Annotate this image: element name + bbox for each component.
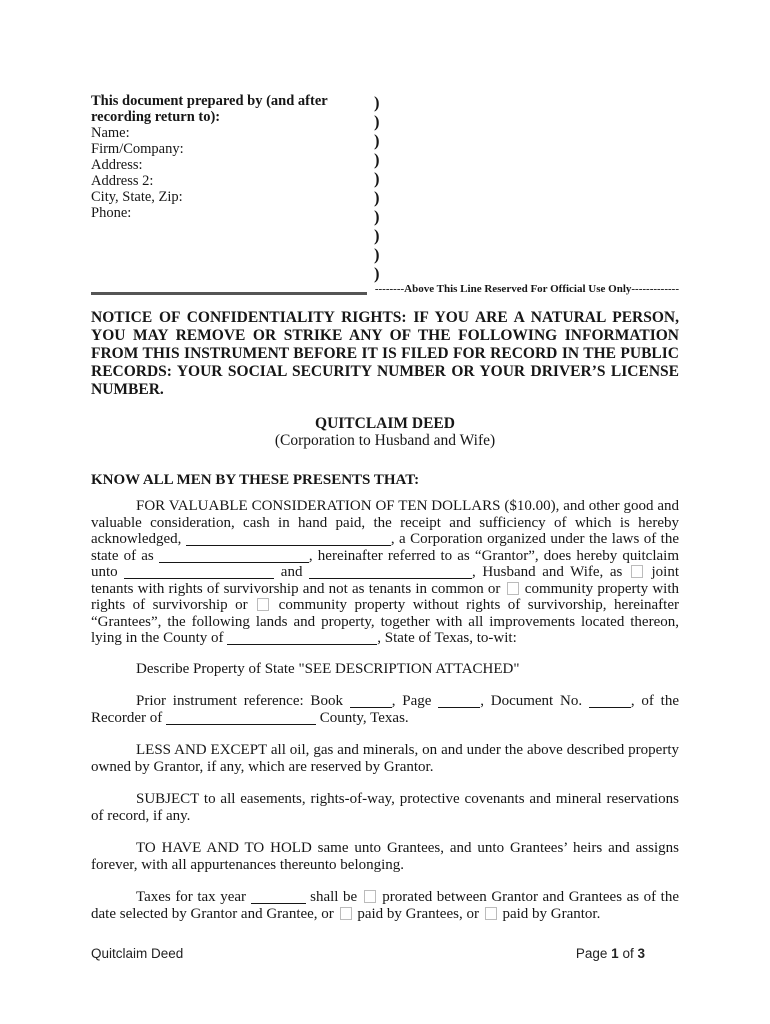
- prepared-by-heading: This document prepared by (and after recording return to):: [91, 93, 328, 125]
- official-use-divider-line: [91, 292, 367, 295]
- less-and-except-paragraph: LESS AND EXCEPT all oil, gas and minerals, on and under the above described property owned by Grantor, if any, which are reserved by Grantor.: [91, 742, 679, 775]
- field-label-firm-company: Firm/Company:: [91, 141, 184, 157]
- checkbox[interactable]: [364, 890, 376, 903]
- paren-mark: ): [374, 188, 380, 207]
- paren-mark: ): [374, 245, 380, 264]
- field-label-city-state-zip: City, State, Zip:: [91, 189, 183, 205]
- document-subtitle: (Corporation to Husband and Wife): [274, 432, 496, 449]
- prepared-by-block: [91, 93, 679, 283]
- footer-page-number: 1: [611, 946, 619, 961]
- fill-in-blank[interactable]: [350, 694, 392, 708]
- paren-mark: ): [374, 112, 380, 131]
- checkbox[interactable]: [257, 598, 269, 611]
- checkbox[interactable]: [631, 565, 643, 578]
- checkbox[interactable]: [485, 907, 497, 920]
- consideration-paragraph: FOR VALUABLE CONSIDERATION OF TEN DOLLARS ($10.00), and other good and valuable consideration, cash in hand paid, the receipt and sufficiency of which is hereby acknowledged, , a Corporation organized under the laws of the state of as , hereinafter referred to as “Grantor”, does hereby quitclaim unto and , Husband and Wife, as joint tenants with rights of survivorship and not as tenants in common or community property with rights of survivorship or community property without rights of survivorship, hereinafter “Grantees”, the following lands and property, together with all improvements located thereon, lying in the County of , State of Texas, to-wit:: [91, 498, 680, 646]
- paren-mark: ): [374, 169, 380, 188]
- fill-in-blank[interactable]: [589, 694, 631, 708]
- document-title: QUITCLAIM DEED: [315, 415, 455, 432]
- footer-page-indicator: [576, 946, 645, 961]
- to-have-and-hold-paragraph: TO HAVE AND TO HOLD same unto Grantees, and unto Grantees’ heirs and assigns forever, with all appurtenances thereunto belonging.: [91, 840, 679, 873]
- fill-in-blank[interactable]: [309, 565, 472, 579]
- checkbox[interactable]: [507, 582, 519, 595]
- footer-page-label: Page: [575, 946, 608, 961]
- paren-mark: ): [374, 131, 380, 150]
- paren-mark: ): [374, 264, 380, 283]
- official-use-divider-row: [91, 283, 679, 295]
- fill-in-blank[interactable]: [159, 549, 309, 563]
- paren-mark: ): [374, 93, 380, 112]
- prepared-by-fields: [91, 93, 374, 221]
- document-page: [91, 0, 679, 922]
- subject-to-paragraph: SUBJECT to all easements, rights-of-way, protective covenants and mineral reservations of record, if any.: [91, 791, 679, 824]
- prior-instrument-paragraph: Prior instrument reference: Book , Page , Document No. , of the Recorder of County, Texas.: [91, 693, 679, 726]
- fill-in-blank[interactable]: [124, 565, 274, 579]
- presents-heading: KNOW ALL MEN BY THESE PRESENTS THAT:: [91, 472, 420, 488]
- paren-mark: ): [374, 150, 380, 169]
- paren-mark: ): [374, 207, 380, 226]
- footer-document-name: Quitclaim Deed: [91, 946, 184, 961]
- footer-of-label: of: [622, 946, 634, 961]
- confidentiality-notice: NOTICE OF CONFIDENTIALITY RIGHTS: IF YOU ARE A NATURAL PERSON, YOU MAY REMOVE OR STRIKE ANY OF THE FOLLOWING INFORMATION FROM THIS INSTRUMENT BEFORE IT IS FILED FOR RECORD IN THE PUBLIC RECORDS: YOUR SOCIAL SECURITY NUMBER OR YOUR DRIVER’S LICENSE NUMBER.: [91, 309, 679, 398]
- page-footer: [91, 946, 645, 961]
- above-line-reserved-notice: --------Above This Line Reserved For Official Use Only-------------: [374, 283, 679, 295]
- checkbox[interactable]: [340, 907, 352, 920]
- taxes-paragraph: Taxes for tax year shall be prorated between Grantor and Grantees as of the date selected by Grantor and Grantee, or paid by Grantees, or paid by Grantor.: [91, 889, 679, 922]
- field-label-phone: Phone:: [91, 205, 132, 221]
- field-label-name: Name:: [91, 125, 130, 141]
- fill-in-blank[interactable]: [251, 890, 306, 904]
- fill-in-blank[interactable]: [227, 631, 377, 645]
- field-label-address2: Address 2:: [91, 173, 154, 189]
- describe-property-paragraph: Describe Property of State "SEE DESCRIPTION ATTACHED": [136, 660, 520, 677]
- paren-mark: ): [374, 226, 380, 245]
- fill-in-blank[interactable]: [186, 532, 391, 546]
- fill-in-blank[interactable]: [438, 694, 480, 708]
- field-label-address: Address:: [91, 157, 143, 173]
- notary-paren-column: [374, 93, 380, 283]
- fill-in-blank[interactable]: [166, 711, 316, 725]
- footer-page-total: 3: [637, 946, 645, 961]
